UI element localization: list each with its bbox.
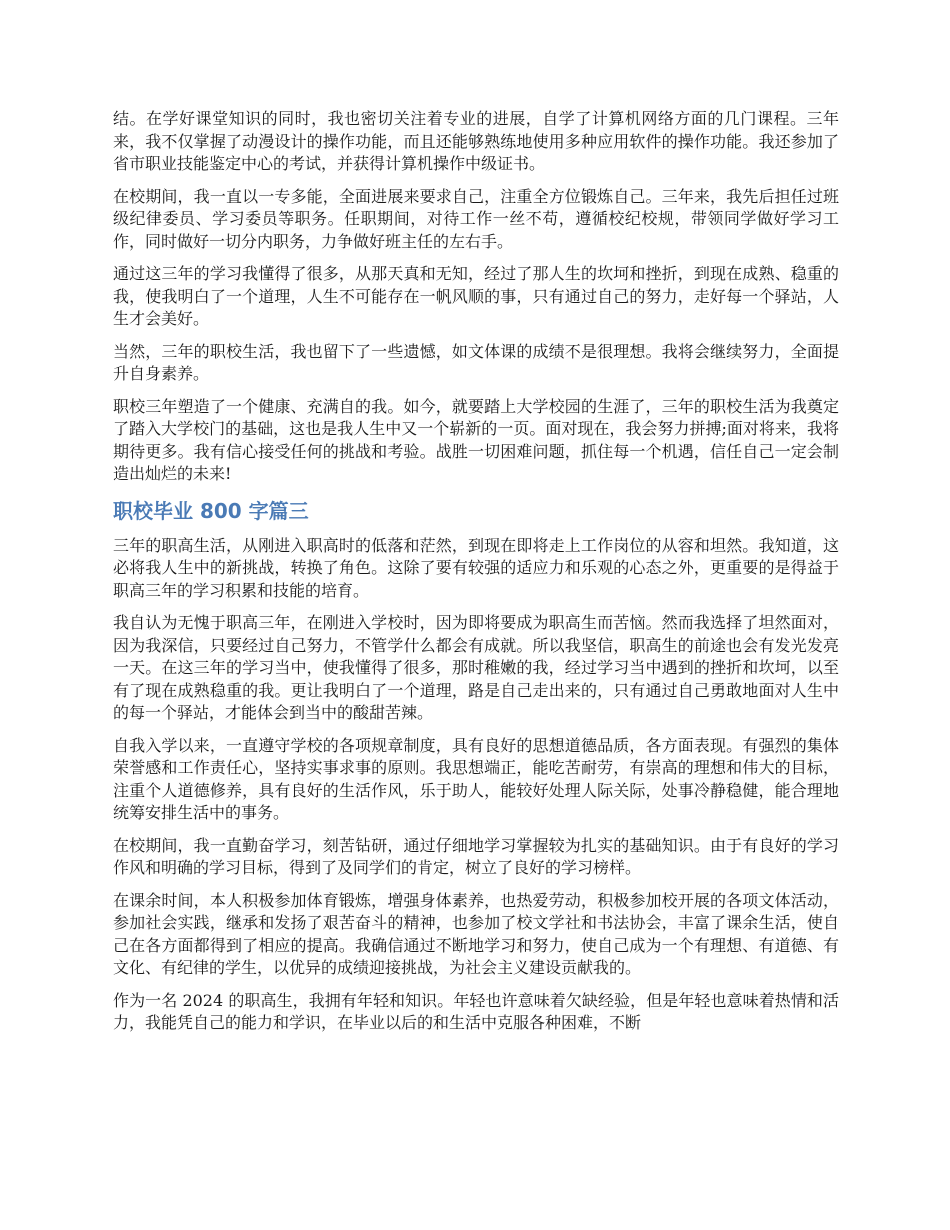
paragraph: 我自认为无愧于职高三年，在刚进入学校时，因为即将要成为职高生而苦恼。然而我选择了坦然面对，因为我深信，只要经过自己努力，不管学什么都会有成就。所以我坚信，职高生的前途也会有发光发亮一天。在这三年的学习当中，使我懂得了很多，那时稚嫩的我，经过学习当中遇到的挫折和坎坷，以至有了现在成熟稳重的我。更让我明白了一个道理，路是自己走出来的，只有通过自己勇敢地面对人生中的每一个驿站，才能体会到当中的酸甜苦辣。 bbox=[113, 613, 839, 722]
paragraph: 作为一名 2024 的职高生，我拥有年轻和知识。年轻也许意味着欠缺经验，但是年轻也意味着热情和活力，我能凭自己的能力和学识，在毕业以后的和生活中克服各种困难，不断 bbox=[113, 990, 839, 1032]
paragraph: 通过这三年的学习我懂得了很多，从那天真和无知，经过了那人生的坎坷和挫折，到现在成熟、稳重的我，使我明白了一个道理，人生不可能存在一帆风顺的事，只有通过自己的努力，走好每一个驿站，人生才会美好。 bbox=[113, 264, 839, 328]
paragraph: 自我入学以来，一直遵守学校的各项规章制度，具有良好的思想道德品质，各方面表现。有强烈的集体荣誉感和工作责任心，坚持实事求事的原则。我思想端正，能吃苦耐劳，有崇高的理想和伟大的目标，注重个人道德修养，具有良好的生活作风，乐于助人，能较好处理人际关际，处事冷静稳健，能合理地统筹安排生活中的事务。 bbox=[113, 735, 839, 822]
paragraph: 职校三年塑造了一个健康、充满自的我。如今，就要踏上大学校园的生涯了，三年的职校生活为我奠定了踏入大学校门的基础，这也是我人生中又一个崭新的一页。面对现在，我会努力拼搏;面对将来，我将期待更多。我有信心接受任何的挑战和考验。战胜一切困难问题，抓住每一个机遇，信任自己一定会制造出灿烂的未来! bbox=[113, 396, 839, 483]
paragraph: 在课余时间，本人积极参加体育锻炼，增强身体素养，也热爱劳动，积极参加校开展的各项文体活动，参加社会实践，继承和发扬了艰苦奋斗的精神，也参加了校文学社和书法协会，丰富了课余生活，使自己在各方面都得到了相应的提高。我确信通过不断地学习和努力，使自己成为一个有理想、有道德、有文化、有纪律的学生，以优异的成绩迎接挑战，为社会主义建设贡献我的。 bbox=[113, 890, 839, 977]
paragraph: 当然，三年的职校生活，我也留下了一些遗憾，如文体课的成绩不是很理想。我将会继续努力，全面提升自身素养。 bbox=[113, 341, 839, 383]
paragraph: 在校期间，我一直勤奋学习，刻苦钻研，通过仔细地学习掌握较为扎实的基础知识。由于有良好的学习作风和明确的学习目标，得到了及同学们的肯定，树立了良好的学习榜样。 bbox=[113, 835, 839, 877]
paragraph: 结。在学好课堂知识的同时，我也密切关注着专业的进展，自学了计算机网络方面的几门课程。三年来，我不仅掌握了动漫设计的操作功能，而且还能够熟练地使用多种应用软件的操作功能。我还参加了省市职业技能鉴定中心的考试，并获得计算机操作中级证书。 bbox=[113, 109, 839, 173]
section-heading: 职校毕业 800 字篇三 bbox=[113, 498, 309, 523]
document-page bbox=[113, 108, 839, 1045]
paragraph: 在校期间，我一直以一专多能，全面进展来要求自己，注重全方位锻炼自己。三年来，我先后担任过班级纪律委员、学习委员等职务。任职期间，对待工作一丝不苟，遵循校纪校规，带领同学做好学习工作，同时做好一切分内职务，力争做好班主任的左右手。 bbox=[113, 186, 839, 251]
paragraph: 三年的职高生活，从刚进入职高时的低落和茫然，到现在即将走上工作岗位的从容和坦然。我知道，这必将我人生中的新挑战，转换了角色。这除了要有较强的适应力和乐观的心态之外，更重要的是得益于职高三年的学习积累和技能的培育。 bbox=[113, 535, 839, 600]
